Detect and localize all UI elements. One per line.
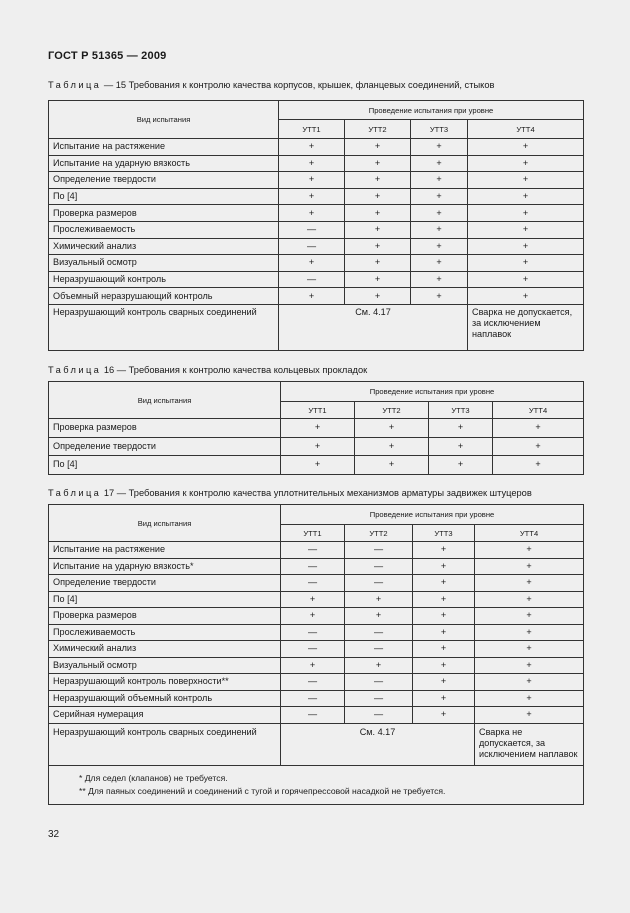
level-mark: + [429, 437, 493, 456]
level-mark: + [493, 437, 584, 456]
level-mark: + [468, 221, 584, 238]
level-mark: + [475, 641, 584, 658]
level-mark: + [413, 575, 475, 592]
table-row [49, 707, 584, 724]
level-mark: + [468, 155, 584, 172]
level-mark: — [345, 690, 413, 707]
level-mark: + [279, 255, 345, 272]
table16-title: 16 — Требования к контролю качества кольцевых прокладок [101, 365, 368, 375]
table15-level-header: УТТ3 [411, 120, 468, 139]
level-mark: + [475, 575, 584, 592]
table-row [49, 558, 584, 575]
level-mark: — [281, 542, 345, 559]
table15-col-test-header: Вид испытания [49, 101, 279, 139]
level-mark: + [411, 221, 468, 238]
level-mark: + [345, 255, 411, 272]
table-row [49, 674, 584, 691]
level-mark: + [429, 419, 493, 438]
level-mark: + [345, 139, 411, 156]
table16-level-header: УТТ3 [429, 402, 493, 419]
level-mark: + [468, 288, 584, 305]
level-mark: + [345, 608, 413, 625]
level-mark: + [281, 456, 355, 475]
level-mark: + [355, 419, 429, 438]
level-mark: + [475, 707, 584, 724]
level-mark: + [411, 188, 468, 205]
table16-level-header: УТТ1 [281, 402, 355, 419]
level-mark: — [345, 624, 413, 641]
table17-caption [48, 488, 532, 498]
level-mark: — [279, 238, 345, 255]
table-row [49, 255, 584, 272]
level-mark: — [279, 221, 345, 238]
level-mark: + [468, 238, 584, 255]
table-row [49, 155, 584, 172]
level-mark: + [345, 205, 411, 222]
level-mark: + [468, 172, 584, 189]
level-mark: + [345, 288, 411, 305]
level-mark: + [413, 542, 475, 559]
level-mark: + [475, 624, 584, 641]
level-mark: + [345, 657, 413, 674]
level-mark: + [411, 288, 468, 305]
test-name: Проверка размеров [49, 205, 279, 222]
level-mark: — [281, 707, 345, 724]
table-row [49, 238, 584, 255]
level-mark: — [345, 674, 413, 691]
table17-level-header: УТТ1 [281, 525, 345, 542]
level-mark: + [413, 657, 475, 674]
level-mark: + [345, 155, 411, 172]
table-row [49, 205, 584, 222]
level-mark: + [468, 271, 584, 288]
table15-weld-row-label: Неразрушающий контроль сварных соединений [49, 304, 279, 350]
footnote: ** Для паяных соединений и соединений с тугой и горячепрессовой насадкой не требуется. [79, 785, 446, 796]
table-row [49, 657, 584, 674]
table17-see-ref: См. 4.17 [281, 723, 475, 765]
table-row [49, 575, 584, 592]
table-row [49, 139, 584, 156]
table-row [49, 188, 584, 205]
level-mark: + [475, 674, 584, 691]
level-mark: — [281, 558, 345, 575]
test-name: Визуальный осмотр [49, 255, 279, 272]
table17-level-header: УТТ3 [413, 525, 475, 542]
level-mark: + [429, 456, 493, 475]
level-mark: — [281, 624, 345, 641]
level-mark: + [468, 188, 584, 205]
test-name: Неразрушающий контроль [49, 271, 279, 288]
document-header: ГОСТ Р 51365 — 2009 [48, 50, 167, 62]
level-mark: + [279, 155, 345, 172]
test-name: По [4] [49, 591, 281, 608]
level-mark: — [345, 542, 413, 559]
level-mark: + [468, 255, 584, 272]
level-mark: + [281, 608, 345, 625]
test-name: Неразрушающий объемный контроль [49, 690, 281, 707]
level-mark: + [279, 139, 345, 156]
level-mark: + [468, 205, 584, 222]
table16-label: Таблица [48, 365, 102, 375]
test-name: Испытание на ударную вязкость [49, 155, 279, 172]
level-mark: + [411, 238, 468, 255]
table15 [48, 100, 584, 351]
test-name: Определение твердости [49, 575, 281, 592]
table15-caption [48, 80, 494, 90]
level-mark: + [279, 288, 345, 305]
table17-level-header: УТТ2 [345, 525, 413, 542]
test-name: Химический анализ [49, 641, 281, 658]
level-mark: + [475, 690, 584, 707]
level-mark: + [413, 674, 475, 691]
level-mark: + [475, 608, 584, 625]
table16-caption [48, 365, 367, 375]
level-mark: + [413, 608, 475, 625]
table15-level-header: УТТ4 [468, 120, 584, 139]
level-mark: + [411, 271, 468, 288]
test-name: По [4] [49, 456, 281, 475]
test-name: Определение твердости [49, 437, 281, 456]
table17-footnotes [49, 765, 584, 804]
level-mark: + [413, 558, 475, 575]
test-name: Проверка размеров [49, 608, 281, 625]
level-mark: + [345, 188, 411, 205]
table16-level-header: УТТ4 [493, 402, 584, 419]
table15-label: Таблица [48, 80, 102, 90]
test-name: Проверка размеров [49, 419, 281, 438]
table17-label: Таблица [48, 488, 102, 498]
table17-title: 17 — Требования к контролю качества уплотнительных механизмов арматуры задвижек штуцеров [101, 488, 532, 498]
level-mark: + [281, 419, 355, 438]
level-mark: + [411, 139, 468, 156]
table17-col-test-header: Вид испытания [49, 505, 281, 542]
level-mark: + [279, 188, 345, 205]
level-mark: — [281, 690, 345, 707]
level-mark: + [279, 205, 345, 222]
level-mark: + [345, 238, 411, 255]
table-row [49, 641, 584, 658]
table17-weld-row-label: Неразрушающий контроль сварных соединений [49, 723, 281, 765]
level-mark: + [475, 591, 584, 608]
level-mark: + [468, 139, 584, 156]
test-name: Определение твердости [49, 172, 279, 189]
table-row [49, 221, 584, 238]
level-mark: + [345, 172, 411, 189]
page-number: 32 [48, 829, 60, 840]
test-name: Визуальный осмотр [49, 657, 281, 674]
level-mark: + [345, 591, 413, 608]
level-mark: + [475, 542, 584, 559]
table-row [49, 456, 584, 475]
test-name: Объемный неразрушающий контроль [49, 288, 279, 305]
level-mark: + [475, 657, 584, 674]
level-mark: — [279, 271, 345, 288]
table17-weld-note: Сварка не допускается, за исключением наплавок [475, 723, 584, 765]
table16-col-group-header: Проведение испытания при уровне [281, 382, 584, 402]
table-row [49, 542, 584, 559]
test-name: Серийная нумерация [49, 707, 281, 724]
level-mark: — [345, 558, 413, 575]
table15-weld-note: Сварка не допускается, за исключением наплавок [468, 304, 584, 350]
level-mark: + [345, 271, 411, 288]
level-mark: — [281, 674, 345, 691]
table-row [49, 288, 584, 305]
level-mark: + [413, 707, 475, 724]
test-name: Неразрушающий контроль поверхности** [49, 674, 281, 691]
table15-level-header: УТТ1 [279, 120, 345, 139]
level-mark: — [345, 707, 413, 724]
level-mark: — [345, 575, 413, 592]
level-mark: + [281, 437, 355, 456]
table-row [49, 591, 584, 608]
table17-col-group-header: Проведение испытания при уровне [281, 505, 584, 525]
table15-col-group-header: Проведение испытания при уровне [279, 101, 584, 120]
table-row [49, 608, 584, 625]
table-row [49, 172, 584, 189]
footnote: * Для седел (клапанов) не требуется. [79, 772, 228, 783]
level-mark: + [493, 419, 584, 438]
level-mark: — [345, 641, 413, 658]
level-mark: — [281, 575, 345, 592]
level-mark: + [355, 456, 429, 475]
table-row [49, 437, 584, 456]
table17-level-header: УТТ4 [475, 525, 584, 542]
level-mark: + [413, 641, 475, 658]
level-mark: + [281, 591, 345, 608]
test-name: По [4] [49, 188, 279, 205]
level-mark: + [413, 624, 475, 641]
level-mark: + [411, 205, 468, 222]
test-name: Прослеживаемость [49, 624, 281, 641]
level-mark: + [493, 456, 584, 475]
test-name: Химический анализ [49, 238, 279, 255]
level-mark: + [281, 657, 345, 674]
table16-col-test-header: Вид испытания [49, 382, 281, 419]
table16 [48, 381, 584, 475]
table17 [48, 504, 584, 805]
table-row [49, 690, 584, 707]
level-mark: + [413, 591, 475, 608]
level-mark: + [411, 255, 468, 272]
level-mark: + [345, 221, 411, 238]
table15-see-ref: См. 4.17 [279, 304, 468, 350]
level-mark: + [279, 172, 345, 189]
table15-title: — 15 Требования к контролю качества корпусов, крышек, фланцевых соединений, стыков [101, 80, 495, 90]
level-mark: + [413, 690, 475, 707]
level-mark: + [355, 437, 429, 456]
level-mark: + [411, 172, 468, 189]
test-name: Прослеживаемость [49, 221, 279, 238]
table-row [49, 419, 584, 438]
table-row [49, 624, 584, 641]
table16-level-header: УТТ2 [355, 402, 429, 419]
table15-level-header: УТТ2 [345, 120, 411, 139]
level-mark: + [475, 558, 584, 575]
test-name: Испытание на растяжение [49, 542, 281, 559]
test-name: Испытание на растяжение [49, 139, 279, 156]
table-row [49, 271, 584, 288]
test-name: Испытание на ударную вязкость* [49, 558, 281, 575]
level-mark: — [281, 641, 345, 658]
level-mark: + [411, 155, 468, 172]
